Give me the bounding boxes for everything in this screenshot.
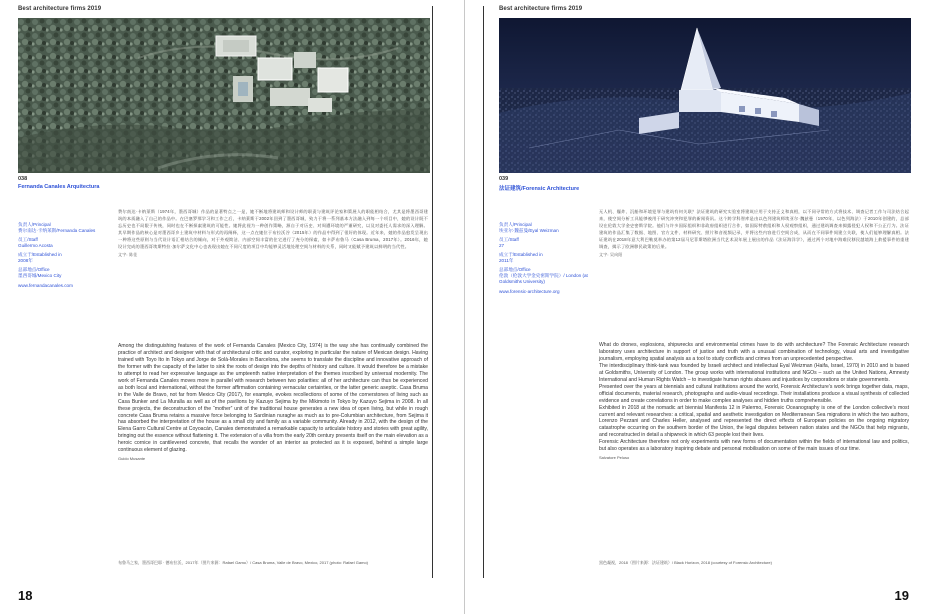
meta-value-office: 墨西哥城/Mexico City: [18, 272, 62, 278]
firm-meta: [499, 222, 599, 296]
meta-label-staff: 员工/Staff: [18, 236, 38, 242]
chinese-author-credit: 文字: 吴向阳: [599, 252, 623, 258]
entry-title: Fernanda Canales Arquitectura: [18, 184, 100, 190]
english-author-credit: Guido Musante: [118, 456, 146, 462]
firm-url-link[interactable]: www.fernandacanales.com: [18, 283, 73, 289]
english-paragraph-4: Exhibited in 2018 at the nomadic art biennial Manifesta 12 in Palermo, Forensic Oceanography is one of the London collective’s most current and relevant researches: a critical, spatial and aesthetic investigation on Mediterranean Sea migrations in which the two authors, Lorenzo Pezzani and Charles Heller, analysed and represented the direct effects of European policies on the ongoing migratory catastrophe occurring on the southern border of the Union, the legal disputes between nation states and the NGOs that help migrants, and reconstructed in detail a shipwreck in which 63 people lost their lives.: [599, 404, 909, 439]
right-page: [465, 0, 929, 614]
english-paragraph: Among the distinguishing features of the work of Fernanda Canales (Mexico City, 1974) is the way she has continually combined the practice of architect and designer with that of architectural critic and curator, exploring in particular the nature of Mexican design. Having trained with Toyo Ito in Tokyo and Jorge de Solà-Morales in Barcelona, she seems to translate the discipline and innovative approach of the former with the capacity of the latter to sink the roots of design into the depths of history and culture. It would therefore be a mistake to attempt to read her expressive language as the umpteenth native interpretation of the themes inscribed by universal modernity. The work of Fernanda Canales moves more in parallel with research between two polarities: all of her architecture can thus be experienced as both local and international, without the former affirmation containing vernacular certainties, or the latter generic aseptic. Casa Bruma in the Valle de Bravo, not far from Mexico City (2017), for example, evokes recollections of some of the cornerstones of living such as Casa Bunker and La Muralla as well as of the pavilions by Kazuyo Sejima by the Mikimoto in Tokyo by Kazuyo Sejima in 2008. In all these projects, the deconstruction of the “mother” unit of the traditional house generates a new idea of open living, but while in rough concrete Casa Bruma retains a massive force belonging to Sardinian nuraghe as much as to pre-Columbian architecture, from Sejima it has absorbed the interpretation of the house as a small city and family as a variable community. Already in 2012, with the design of the Elena Garro Cultural Centre at Coyoacán, Canales demonstrated a remarkable capacity to articulate history and stories with great agility, bringing out the essence without flattening it. The extension of a villa from the early 20th century presents itself on the main elevation as a heroic cornice in cantilevered concrete, that recalls the wonder of an interior as protected as it is exposed, behind a simple large continuous element of glazing.: [118, 343, 428, 454]
running-head: Best architecture firms 2019: [499, 6, 583, 12]
pointcloud-render: [499, 18, 911, 173]
english-paragraph-1: What do drones, explosions, shipwrecks and environmental crimes have to do with architecture? The Forensic Architecture research laboratory uses architecture in support of justice and truth with a unusual combination of technology, visual arts and investigative journalism, employing spatial analysis as a tool to study conflicts and crimes from an unprecedented perspective.: [599, 342, 909, 362]
english-body-text: [599, 342, 909, 462]
firm-url-link[interactable]: www.forensic-architecture.org: [499, 289, 560, 295]
entry-title: 法证建筑/Forensic Architecture: [499, 186, 580, 192]
meta-label-office: 总部地点/Office: [499, 266, 531, 272]
meta-value-principal: 费尔南达·卡纳莱斯/Fernanda Canales: [18, 228, 96, 234]
entry-number: 039: [499, 176, 509, 182]
english-paragraph-3: Presented over the years at biennials and cultural institutions around the world, Forensic Architecture’s work brings together data, maps, official documents, material research, photographs and audio-visual recordings. Their installations produce a visual synthesis of collected evidence and create correlations in order to make complex analyses and hidden truths comprehensible.: [599, 383, 909, 404]
page-number: 18: [18, 588, 33, 603]
column-rule: [432, 6, 433, 578]
running-head: Best architecture firms 2019: [18, 6, 102, 12]
meta-value-established: 2011年: [499, 258, 514, 264]
meta-value-principal: 埃亚尔·魏兹曼/Eyal Weizman: [499, 228, 559, 234]
english-body-text: [118, 343, 428, 463]
meta-value-office: 伦敦（伦敦大学金史密斯学院）/ London (at Goldsmiths University): [499, 272, 588, 285]
column-rule: [483, 6, 484, 578]
entry-number: 038: [18, 176, 28, 182]
photo-caption: 黑色凝视，2018（图片来源：法证建筑）/ Black Horizon, 2018 (courtesy of Forensic Architecture): [599, 560, 772, 565]
left-page: [0, 0, 464, 614]
meta-label-principal: 负责人/Principal: [18, 222, 51, 227]
aerial-photo-image: [18, 18, 430, 173]
english-paragraph-2: The interdisciplinary think-tank was founded by Israeli architect and intellectual Eyal Weizman (Haifa, Israel, 1970) in 2010 and is based at Goldsmiths, University of London. The group works with international institutions and NGOs – such as the United Nations, Amnesty International and Human Rights Watch – to investigate human rights abuses and injustices by corporations or state governments.: [599, 362, 909, 383]
chinese-author-credit: 文字: 陈佳: [118, 252, 138, 258]
meta-label-principal: 负责人/Principal: [499, 222, 532, 227]
aerial-photo: [18, 18, 430, 173]
english-author-credit: Salvatore Peluso: [599, 455, 630, 461]
meta-value-established: 2008年: [18, 258, 33, 264]
english-paragraph-5: Forensic Architecture therefore not only experiments with new forms of documentation within the fields of international law and politics, but also operates as a laboratory inspiring debate and personal mobilisation on some of the main issues of our time.: [599, 439, 909, 453]
chinese-paragraph: 无人机、爆炸、沉船和环境犯罪与建筑有何关联？法证建筑的研究实验室将建筑应用于支持正义和真相，以不同寻常的方式将技术、调查记者工作与司法结合起来，使空间分析工具能够被用于研究冲突和犯罪的新闻资讯。这个跨学科智库是由以色列建筑师埃亚尔·魏兹曼（1970年，以色列海法）于2010年创建的，总部设在伦敦大学金史密斯学院。他们与许多国际组织和非政府组织进行合作，如国际特赦组织和人权观察组织，通过建筑调查来揭露侵犯人权和不公正行为。法证建筑的作品汇集了数据、地图、官方文件、材料研究、照片和音视频记录，并将这些内容进行空间合成，从而在不同事件间建立关联，使人们能够理解真相。法证建筑在2018年意大利巴勒莫举办的第12届马尼菲斯塔欧洲当代艺术双年展上展出的作品《法证海洋学》，通过两个对地中海难民移民越境海上救援事件的重建调查，揭示了欧洲移民政策的后果。: [599, 209, 909, 249]
page-number: 19: [894, 588, 909, 603]
photo-caption: 布鲁马之家，墨西哥巴耶 · 德布拉沃，2017年（图片来源：Rafael Gamo）/ Casa Bruma, Valle de Bravo, Mexico, 2017 (photo: Rafael Gamo): [118, 560, 369, 565]
meta-label-established: 成立于/Established in: [499, 251, 543, 257]
chinese-body-text: [118, 209, 428, 259]
meta-label-established: 成立于/Established in: [18, 251, 62, 257]
chinese-paragraph: 费尔南达·卡纳莱斯（1974年，墨西哥城）作品的显著特点之一是，她不断地将建筑师和设计师的职责与建筑评论家和策展人的职能相结合，尤其是将墨西哥建筑的本质融入了自己的作品中。在巴塞罗那学习和工作之后，卡纳莱斯于2002年回到了墨西哥城，致力于将一系列基本方法融入到每一个项目中，她的设计既不忘历史也不局限于传统，同时也在不断探索建筑的可能性。她将此视为一种创作策略，源自于对历史、对周遭环境的严谨研究，以及对委托人需求的深入理解。其早期作品的核心是对墨西哥乡土建筑中材料与形式的再阐释，这一点在她位于布拉沃谷（2015年）的作品中得到了很好的体现。近年来，她的作品愈发呈现出一种将这些原则与当代设计语汇相结合的倾向，对于外观简洁、内部空间丰富的住宅进行了充分的探索，如卡萨布鲁马（Casa Bruma，2017年）。2016年，她设计完成的墨西哥埃斯特拉·加尔萨文化中心也表现出她在不同尺度的项目中均能够灵活地处理空间与材料的关系，同时又能赋予建筑以鲜明的当代性。: [118, 209, 428, 249]
meta-value-staff: 27: [499, 243, 505, 249]
meta-label-office: 总部地点/Office: [18, 266, 50, 272]
chinese-body-text: [599, 209, 909, 259]
firm-meta: [18, 222, 118, 289]
pointcloud-image: [499, 18, 911, 173]
meta-value-staff: Guillermo Acosta: [18, 243, 53, 249]
meta-label-staff: 员工/Staff: [499, 236, 519, 242]
